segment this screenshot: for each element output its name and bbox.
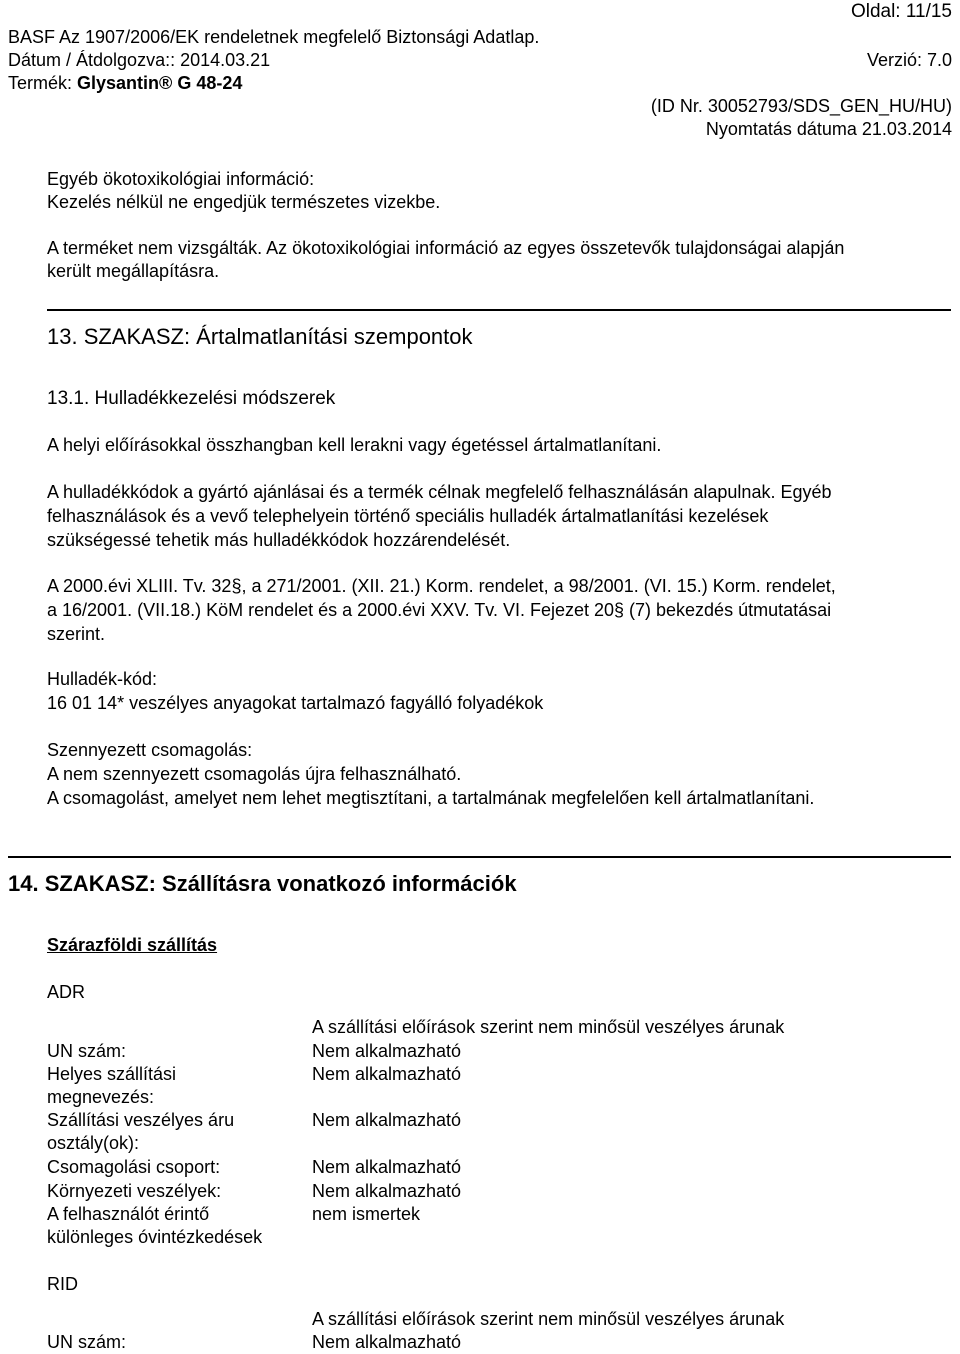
version: Verzió: 7.0 [866, 50, 952, 70]
section-13-divider [47, 309, 951, 311]
adr-row-label: UN szám: [47, 1041, 127, 1061]
regulation-paragraph-line-1: A 2000.évi XLIII. Tv. 32§, a 271/2001. (XII. 21.) Korm. rendelet, a 98/2001. (VI. 15.) Korm. rendelet, [47, 576, 836, 596]
adr-row-value: Nem alkalmazható [312, 1181, 462, 1201]
packaging-line-1: A nem szennyezett csomagolás újra felhasználható. [47, 764, 462, 784]
eco-title: Egyéb ökotoxikológiai információ: [47, 169, 315, 189]
adr-row-label: Környezeti veszélyek: [47, 1181, 222, 1201]
product-suffix: G 48-24 [172, 73, 243, 93]
waste-code-paragraph-line-2: felhasználások és a vevő telephelyein történő speciális hulladék ártalmatlanítási kezelések [47, 506, 769, 526]
adr-row-label-cont: különleges óvintézkedések [47, 1227, 263, 1247]
adr-row-label-cont: megnevezés: [47, 1087, 155, 1107]
adr-row-value: Nem alkalmazható [312, 1064, 462, 1084]
rid-title: RID [47, 1274, 78, 1294]
page-number: Oldal: 11/15 [850, 1, 952, 22]
adr-row-value: Nem alkalmazható [312, 1157, 462, 1177]
rid-row-value: Nem alkalmazható [312, 1332, 462, 1352]
adr-row-value: Nem alkalmazható [312, 1041, 462, 1061]
packaging-label: Szennyezett csomagolás: [47, 740, 253, 760]
registered-icon: ® [159, 73, 173, 93]
adr-row-value: Nem alkalmazható [312, 1110, 462, 1130]
eco-paragraph-line-1: A terméket nem vizsgálták. Az ökotoxikológiai információ az egyes összetevők tulajdonságai alapján [47, 238, 845, 258]
adr-row-label-cont: osztály(ok): [47, 1133, 140, 1153]
section-14-divider [8, 856, 951, 858]
print-date: Nyomtatás dátuma 21.03.2014 [705, 119, 952, 139]
eco-line: Kezelés nélkül ne engedjük természetes vizekbe. [47, 192, 441, 212]
regulation-paragraph-line-2: a 16/2001. (VII.18.) KöM rendelet és a 2000.évi XXV. Tv. VI. Fejezet 20§ (7) bekezdés útmutatásai [47, 600, 832, 620]
revision-date: Dátum / Átdolgozva:: 2014.03.21 [8, 50, 271, 70]
product-name: Glysantin [77, 73, 160, 93]
waste-code-paragraph-line-1: A hulladékkódok a gyártó ajánlásai és a termék célnak megfelelő felhasználásán alapulnak. Egyéb [47, 482, 832, 502]
land-transport-heading: Szárazföldi szállítás [47, 935, 218, 955]
eco-paragraph-line-2: került megállapításra. [47, 261, 220, 281]
adr-title: ADR [47, 982, 86, 1002]
adr-row-label: Szállítási veszélyes áru [47, 1110, 235, 1130]
waste-code-paragraph-line-3: szükségessé tehetik más hulladékkódok hozzárendelését. [47, 530, 511, 550]
waste-code-label: Hulladék-kód: [47, 669, 158, 689]
document-title: BASF Az 1907/2006/EK rendeletnek megfelelő Biztonsági Adatlap. [8, 27, 540, 47]
adr-row-label: A felhasználót érintő [47, 1204, 210, 1224]
rid-note: A szállítási előírások szerint nem minősül veszélyes árunak [312, 1309, 785, 1329]
product-line [8, 72, 242, 95]
regulation-paragraph-line-3: szerint. [47, 624, 106, 644]
disposal-paragraph: A helyi előírásokkal összhangban kell lerakni vagy égetéssel ártalmatlanítani. [47, 435, 662, 455]
section-13-1-heading: 13.1. Hulladékkezelési módszerek [47, 388, 336, 409]
id-number: (ID Nr. 30052793/SDS_GEN_HU/HU) [650, 96, 952, 116]
section-14-heading: 14. SZAKASZ: Szállításra vonatkozó információk [8, 871, 517, 896]
adr-note: A szállítási előírások szerint nem minősül veszélyes árunak [312, 1017, 785, 1037]
adr-row-value: nem ismertek [312, 1204, 421, 1224]
adr-row-label: Helyes szállítási [47, 1064, 177, 1084]
section-13-heading: 13. SZAKASZ: Ártalmatlanítási szempontok [47, 324, 473, 349]
product-label: Termék: [8, 73, 78, 93]
adr-row-label: Csomagolási csoport: [47, 1157, 221, 1177]
waste-code-value: 16 01 14* veszélyes anyagokat tartalmazó fagyálló folyadékok [47, 693, 544, 713]
rid-row-label: UN szám: [47, 1332, 127, 1352]
packaging-line-2: A csomagolást, amelyet nem lehet megtisztítani, a tartalmának megfelelően kell ártalmatlanítani. [47, 788, 815, 808]
